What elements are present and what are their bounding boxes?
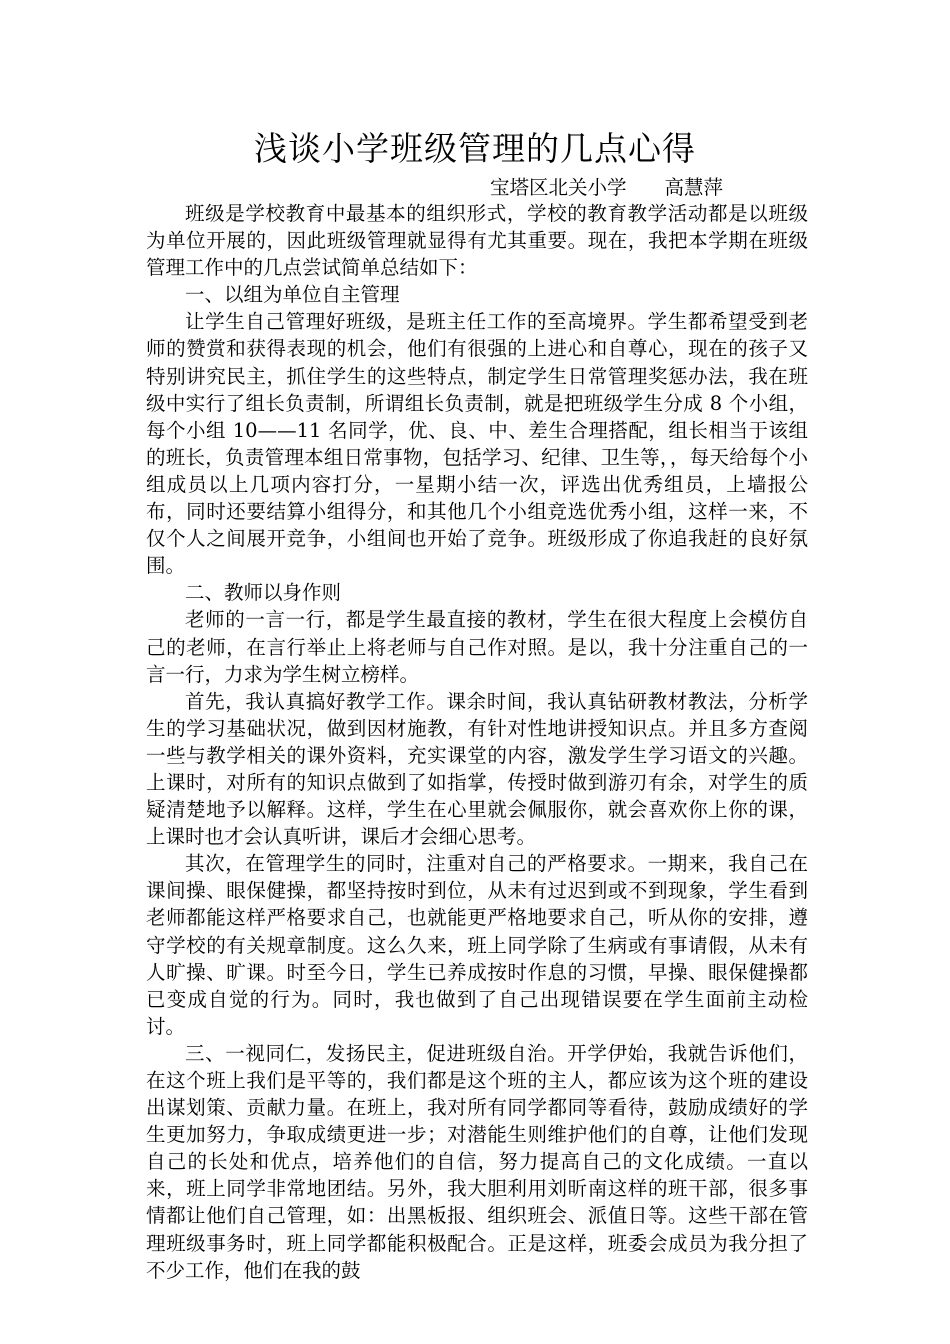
body-paragraph: 其次，在管理学生的同时，注重对自己的严格要求。一期来，我自己在课间操、眼保健操，都坚持按时到位，从未有过迟到或不到现象，学生看到老师都能这样严格要求自己，也就能更严格地要求自己，听从你的安排，遵守学校的有关规章制度。这么久来，班上同学除了生病或有事请假，从未有人旷操、旷课。时至今日，学生已养成按时作息的习惯，早操、眼保健操都已变成自觉的行为。同时，我也做到了自己出现错误要在学生面前主动检讨。 [146, 852, 808, 1038]
body-paragraph: 让学生自己管理好班级，是班主任工作的至高境界。学生都希望受到老师的赞赏和获得表现的机会，他们有很强的上进心和自尊心，现在的孩子又特别讲究民主，抓住学生的这些特点，制定学生日常管理奖惩办法，我在班级中实行了组长负责制，所谓组长负责制，就是把班级学生分成 8 个小组，每个小组 10——11 名同学，优、良、中、差生合理搭配，组长相当于该组的班长，负责管理本组日常事物，包括学习、纪律、卫生等，，每天给每个小组成员以上几项内容打分，一星期小结一次，评选出优秀组员，上墙报公布，同时还要结算小组得分，和其他几个小组竞选优秀小组，这样一来，不仅个人之间展开竞争，小组间也开始了竞争。班级形成了你追我赶的良好氛围。 [146, 310, 808, 578]
section-heading-1: 一、以组为单位自主管理 [185, 283, 400, 307]
document-body [146, 200, 808, 1284]
school-name: 宝塔区北关小学 [490, 176, 627, 199]
document-title: 浅谈小学班级管理的几点心得 [254, 129, 696, 168]
intro-paragraph: 班级是学校教育中最基本的组织形式，学校的教育教学活动都是以班级为单位开展的，因此班级管理就显得有尤其重要。现在，我把本学期在班级管理工作中的几点尝试简单总结如下： [146, 202, 808, 280]
body-paragraph: 老师的一言一行，都是学生最直接的教材，学生在很大程度上会模仿自己的老师，在言行举止上将老师与自己作对照。是以，我十分注重自己的一言一行，力求为学生树立榜样。 [146, 608, 808, 686]
byline [490, 176, 723, 200]
section-heading-2: 二、教师以身作则 [185, 581, 342, 605]
body-paragraph: 首先，我认真搞好教学工作。课余时间，我认真钻研教材教法，分析学生的学习基础状况，做到因材施教，有针对性地讲授知识点。并且多方查阅一些与教学相关的课外资料，充实课堂的内容，激发学生学习语文的兴趣。上课时，对所有的知识点做到了如指掌，传授时做到游刃有余，对学生的质疑清楚地予以解释。这样，学生在心里就会佩服你，就会喜欢你上你的课，上课时也才会认真听讲，课后才会细心思考。 [146, 689, 808, 849]
author-name: 高慧萍 [664, 176, 724, 199]
body-paragraph: 三、一视同仁，发扬民主，促进班级自治。开学伊始，我就告诉他们，在这个班上我们是平等的，我们都是这个班的主人，都应该为这个班的建设出谋划策、贡献力量。在班上，我对所有同学都同等看待，鼓励成绩好的学生更加努力，争取成绩更进一步；对潜能生则维护他们的自尊，让他们发现自己的长处和优点，培养他们的自信，努力提高自己的文化成绩。一直以来，班上同学非常地团结。另外，我大胆利用刘昕南这样的班干部，很多事情都让他们自己管理，如：出黑板报、组织班会、派值日等。这些干部在管理班级事务时，班上同学都能积极配合。正是这样，班委会成员为我分担了不少工作，他们在我的鼓 [146, 1041, 808, 1282]
